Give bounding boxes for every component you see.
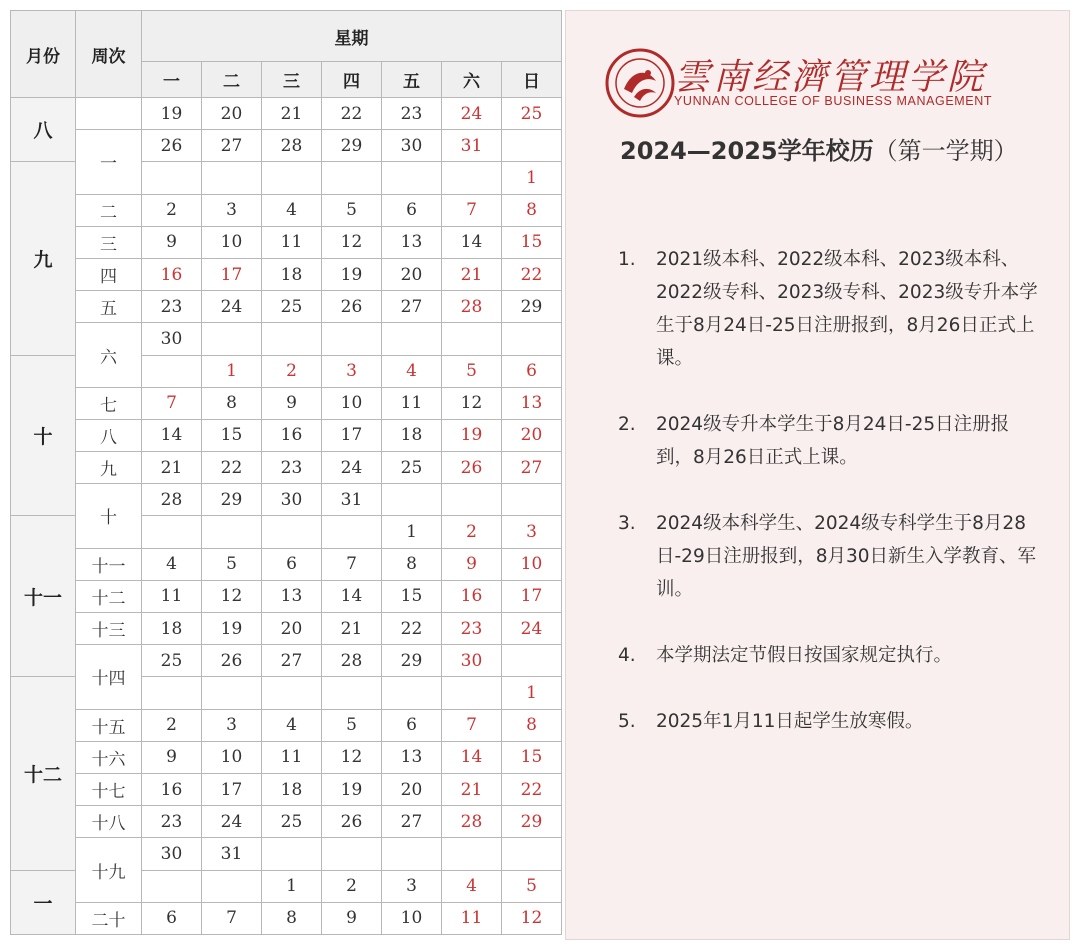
day-cell: 30	[142, 323, 202, 355]
week-cell: 十	[76, 484, 142, 548]
week-cell: 二	[76, 194, 142, 226]
weekday-header: 三	[262, 62, 322, 98]
day-cell: 4	[262, 194, 322, 226]
day-cell: 9	[142, 741, 202, 773]
day-cell	[322, 162, 382, 194]
weekday-header: 日	[502, 62, 562, 98]
day-cell	[202, 516, 262, 548]
day-cell: 6	[262, 548, 322, 580]
day-cell: 20	[502, 419, 562, 451]
week-column-header: 周次	[76, 11, 142, 98]
day-cell: 19	[322, 258, 382, 290]
day-cell: 23	[142, 291, 202, 323]
day-cell: 16	[442, 580, 502, 612]
day-cell: 24	[322, 452, 382, 484]
day-cell: 16	[142, 773, 202, 805]
day-cell	[142, 355, 202, 387]
day-cell: 25	[142, 645, 202, 677]
day-cell: 3	[502, 516, 562, 548]
day-cell: 30	[442, 645, 502, 677]
day-cell	[502, 323, 562, 355]
day-cell: 14	[322, 580, 382, 612]
day-cell: 1	[382, 516, 442, 548]
month-cell: 九	[11, 162, 76, 355]
day-cell: 28	[442, 806, 502, 838]
school-name-en: YUNNAN COLLEGE OF BUSINESS MANAGEMENT	[674, 94, 993, 108]
day-cell: 29	[322, 130, 382, 162]
day-cell: 19	[442, 419, 502, 451]
day-cell: 15	[502, 741, 562, 773]
note-number: 2.	[618, 414, 636, 435]
day-cell: 2	[142, 194, 202, 226]
day-cell: 26	[322, 806, 382, 838]
note-number: 3.	[618, 513, 636, 534]
month-cell: 十	[11, 355, 76, 516]
day-cell: 27	[382, 806, 442, 838]
day-cell: 18	[262, 258, 322, 290]
day-cell: 16	[142, 258, 202, 290]
week-cell: 十四	[76, 645, 142, 709]
week-cell: 十五	[76, 709, 142, 741]
day-cell: 10	[202, 741, 262, 773]
day-cell: 21	[142, 452, 202, 484]
school-name-cn: 雲南经濟管理学院	[674, 57, 987, 98]
day-cell: 10	[322, 387, 382, 419]
table-row	[11, 484, 562, 516]
day-cell: 27	[502, 452, 562, 484]
table-row	[11, 773, 562, 805]
day-cell: 13	[262, 580, 322, 612]
day-cell: 23	[142, 806, 202, 838]
week-cell	[76, 98, 142, 130]
day-cell: 14	[142, 419, 202, 451]
day-cell: 29	[202, 484, 262, 516]
day-cell: 24	[442, 98, 502, 130]
day-cell: 4	[262, 709, 322, 741]
day-cell: 18	[142, 613, 202, 645]
month-column-header: 月份	[11, 11, 76, 98]
day-cell	[382, 323, 442, 355]
day-cell: 5	[502, 870, 562, 902]
day-cell	[262, 838, 322, 870]
day-cell: 20	[262, 613, 322, 645]
weekday-header: 二	[202, 62, 262, 98]
day-cell: 31	[442, 130, 502, 162]
day-cell: 19	[322, 773, 382, 805]
day-cell: 30	[382, 130, 442, 162]
day-cell: 24	[502, 613, 562, 645]
day-cell: 2	[442, 516, 502, 548]
day-cell: 28	[322, 645, 382, 677]
day-cell: 27	[202, 130, 262, 162]
day-cell: 6	[142, 902, 202, 934]
day-cell: 17	[202, 258, 262, 290]
weekday-header: 四	[322, 62, 382, 98]
day-cell: 15	[202, 419, 262, 451]
note-text: 本学期法定节假日按国家规定执行。	[656, 645, 953, 666]
note-item	[618, 507, 1038, 606]
day-cell	[442, 323, 502, 355]
day-cell	[442, 162, 502, 194]
table-row	[11, 741, 562, 773]
weekday-header: 一	[142, 62, 202, 98]
week-cell: 三	[76, 226, 142, 258]
day-cell: 6	[502, 355, 562, 387]
week-cell: 十七	[76, 773, 142, 805]
table-row	[11, 645, 562, 677]
day-cell	[382, 677, 442, 709]
day-cell: 10	[502, 548, 562, 580]
day-cell: 3	[202, 194, 262, 226]
day-cell: 18	[382, 419, 442, 451]
info-panel	[565, 10, 1070, 940]
day-cell: 1	[262, 870, 322, 902]
day-cell	[202, 870, 262, 902]
day-cell: 12	[322, 226, 382, 258]
day-cell: 26	[202, 645, 262, 677]
day-cell: 22	[382, 613, 442, 645]
note-item	[618, 408, 1038, 474]
day-cell: 1	[202, 355, 262, 387]
table-row	[11, 902, 562, 934]
school-emblem-icon	[604, 47, 676, 119]
day-cell: 5	[322, 709, 382, 741]
note-number: 4.	[618, 645, 636, 666]
day-cell: 7	[202, 902, 262, 934]
day-cell: 6	[382, 709, 442, 741]
day-cell	[142, 516, 202, 548]
day-cell: 26	[142, 130, 202, 162]
day-cell	[142, 870, 202, 902]
day-cell: 1	[502, 162, 562, 194]
day-cell: 5	[322, 194, 382, 226]
note-text: 2021级本科、2022级本科、2023级本科、2022级专科、2023级专科、2023级专升本学生于8月24日-25日注册报到，8月26日正式上课。	[656, 249, 1038, 369]
day-cell: 18	[262, 773, 322, 805]
weekday-header: 五	[382, 62, 442, 98]
week-cell: 二十	[76, 902, 142, 934]
day-cell: 7	[442, 709, 502, 741]
day-cell: 12	[442, 387, 502, 419]
day-cell: 24	[202, 291, 262, 323]
day-cell: 21	[442, 258, 502, 290]
week-cell: 五	[76, 291, 142, 323]
day-cell	[322, 323, 382, 355]
day-cell: 26	[322, 291, 382, 323]
day-cell: 8	[262, 902, 322, 934]
note-number: 5.	[618, 711, 636, 732]
day-cell: 9	[322, 902, 382, 934]
day-cell	[322, 838, 382, 870]
week-cell: 七	[76, 387, 142, 419]
day-cell: 17	[322, 419, 382, 451]
day-cell	[442, 838, 502, 870]
day-cell	[502, 484, 562, 516]
day-cell: 31	[202, 838, 262, 870]
day-cell: 28	[262, 130, 322, 162]
week-cell: 八	[76, 419, 142, 451]
day-cell: 3	[382, 870, 442, 902]
day-cell: 7	[442, 194, 502, 226]
day-cell: 29	[502, 291, 562, 323]
month-cell: 八	[11, 98, 76, 162]
day-cell: 17	[202, 773, 262, 805]
day-cell	[502, 838, 562, 870]
calendar-table	[10, 10, 562, 935]
day-cell: 15	[382, 580, 442, 612]
day-cell: 25	[502, 98, 562, 130]
week-cell: 九	[76, 452, 142, 484]
day-cell: 12	[322, 741, 382, 773]
table-row	[11, 709, 562, 741]
day-cell: 26	[442, 452, 502, 484]
table-row	[11, 98, 562, 130]
day-cell: 5	[442, 355, 502, 387]
note-number: 1.	[618, 249, 636, 270]
table-row	[11, 226, 562, 258]
day-cell: 23	[382, 98, 442, 130]
day-cell: 2	[262, 355, 322, 387]
note-item	[618, 705, 1038, 738]
day-cell: 30	[262, 484, 322, 516]
day-cell	[142, 162, 202, 194]
day-cell: 25	[262, 291, 322, 323]
table-row	[11, 548, 562, 580]
day-cell: 17	[502, 580, 562, 612]
day-cell: 5	[202, 548, 262, 580]
day-cell	[442, 484, 502, 516]
week-cell: 十三	[76, 613, 142, 645]
day-cell	[382, 484, 442, 516]
day-cell	[322, 516, 382, 548]
day-cell: 14	[442, 741, 502, 773]
table-row	[11, 806, 562, 838]
day-cell	[202, 323, 262, 355]
calendar-body	[11, 98, 562, 935]
day-cell: 8	[502, 709, 562, 741]
day-cell	[142, 677, 202, 709]
day-cell: 20	[202, 98, 262, 130]
day-cell: 2	[322, 870, 382, 902]
day-cell: 11	[442, 902, 502, 934]
day-cell	[262, 677, 322, 709]
day-cell: 10	[382, 902, 442, 934]
day-cell: 23	[442, 613, 502, 645]
day-cell: 21	[322, 613, 382, 645]
notes-list	[618, 243, 1038, 771]
day-cell: 11	[382, 387, 442, 419]
day-cell: 19	[202, 613, 262, 645]
day-cell: 27	[382, 291, 442, 323]
day-cell: 1	[502, 677, 562, 709]
day-cell: 13	[502, 387, 562, 419]
day-cell: 23	[262, 452, 322, 484]
table-row	[11, 258, 562, 290]
note-item	[618, 639, 1038, 672]
day-cell: 21	[442, 773, 502, 805]
day-cell	[202, 677, 262, 709]
week-cell: 十二	[76, 580, 142, 612]
day-cell: 4	[382, 355, 442, 387]
day-cell: 13	[382, 226, 442, 258]
week-cell: 十九	[76, 838, 142, 902]
weekday-group-header: 星期	[142, 11, 562, 62]
day-cell: 28	[442, 291, 502, 323]
day-cell: 20	[382, 773, 442, 805]
day-cell: 22	[202, 452, 262, 484]
note-item	[618, 243, 1038, 375]
note-text: 2025年1月11日起学生放寒假。	[656, 711, 924, 732]
week-cell: 十八	[76, 806, 142, 838]
day-cell: 9	[262, 387, 322, 419]
table-row	[11, 130, 562, 162]
day-cell	[442, 677, 502, 709]
day-cell: 22	[322, 98, 382, 130]
table-row	[11, 291, 562, 323]
day-cell	[262, 162, 322, 194]
day-cell: 6	[382, 194, 442, 226]
day-cell: 22	[502, 258, 562, 290]
day-cell: 29	[382, 645, 442, 677]
day-cell: 3	[202, 709, 262, 741]
month-cell: 一	[11, 870, 76, 934]
table-row	[11, 194, 562, 226]
month-cell: 十一	[11, 516, 76, 677]
day-cell	[382, 162, 442, 194]
day-cell: 9	[142, 226, 202, 258]
day-cell: 7	[322, 548, 382, 580]
day-cell: 4	[442, 870, 502, 902]
table-row	[11, 613, 562, 645]
day-cell	[382, 838, 442, 870]
day-cell: 24	[202, 806, 262, 838]
day-cell: 11	[262, 741, 322, 773]
day-cell: 9	[442, 548, 502, 580]
day-cell: 12	[502, 902, 562, 934]
day-cell: 11	[262, 226, 322, 258]
note-text: 2024级专升本学生于8月24日-25日注册报到，8月26日正式上课。	[656, 414, 1010, 468]
week-cell: 四	[76, 258, 142, 290]
table-row	[11, 452, 562, 484]
day-cell: 29	[502, 806, 562, 838]
weekday-header: 六	[442, 62, 502, 98]
day-cell: 11	[142, 580, 202, 612]
day-cell: 7	[142, 387, 202, 419]
day-cell: 21	[262, 98, 322, 130]
table-row	[11, 580, 562, 612]
day-cell: 27	[262, 645, 322, 677]
day-cell	[502, 130, 562, 162]
day-cell: 13	[382, 741, 442, 773]
day-cell: 4	[142, 548, 202, 580]
day-cell: 16	[262, 419, 322, 451]
day-cell: 20	[382, 258, 442, 290]
day-cell: 2	[142, 709, 202, 741]
day-cell: 30	[142, 838, 202, 870]
day-cell	[262, 516, 322, 548]
calendar-title-main: 2024—2025学年校历	[620, 137, 874, 165]
day-cell	[502, 645, 562, 677]
day-cell: 8	[502, 194, 562, 226]
table-row	[11, 387, 562, 419]
day-cell: 8	[382, 548, 442, 580]
week-cell: 十一	[76, 548, 142, 580]
day-cell: 31	[322, 484, 382, 516]
day-cell: 22	[502, 773, 562, 805]
week-cell: 一	[76, 130, 142, 194]
table-row	[11, 323, 562, 355]
day-cell: 19	[142, 98, 202, 130]
day-cell	[262, 323, 322, 355]
day-cell	[202, 162, 262, 194]
table-row	[11, 419, 562, 451]
table-row	[11, 838, 562, 870]
day-cell: 14	[442, 226, 502, 258]
day-cell: 25	[262, 806, 322, 838]
day-cell: 8	[202, 387, 262, 419]
day-cell	[322, 677, 382, 709]
day-cell: 28	[142, 484, 202, 516]
calendar-title	[620, 131, 1018, 166]
calendar-title-sub: （第一学期）	[873, 137, 1018, 165]
day-cell: 15	[502, 226, 562, 258]
week-cell: 十六	[76, 741, 142, 773]
month-cell: 十二	[11, 677, 76, 870]
day-cell: 25	[382, 452, 442, 484]
note-text: 2024级本科学生、2024级专科学生于8月28日-29日注册报到，8月30日新生入学教育、军训。	[656, 513, 1037, 600]
day-cell: 10	[202, 226, 262, 258]
day-cell: 3	[322, 355, 382, 387]
week-cell: 六	[76, 323, 142, 387]
day-cell: 12	[202, 580, 262, 612]
